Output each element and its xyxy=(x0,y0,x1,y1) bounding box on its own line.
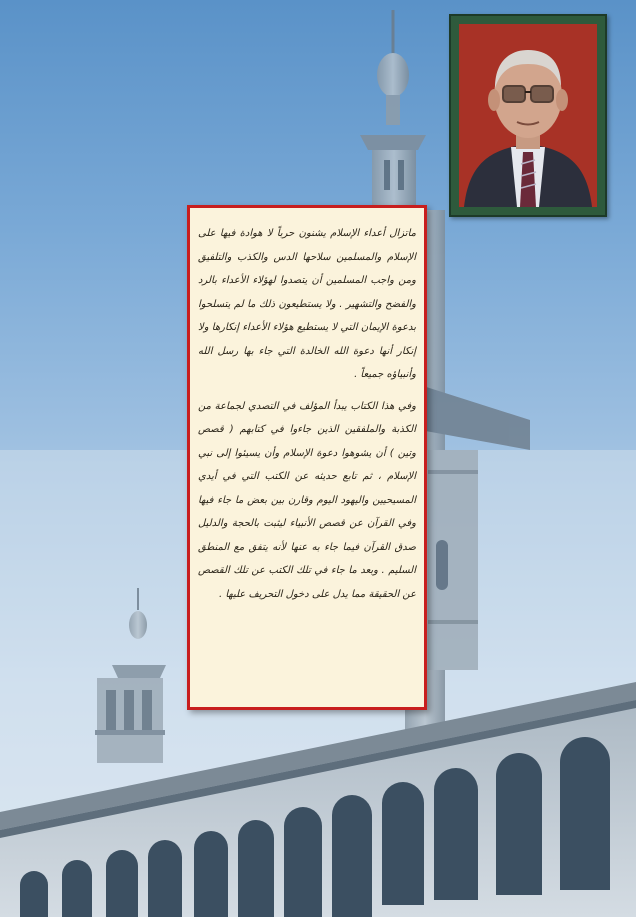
author-photo-icon xyxy=(459,24,597,207)
description-paragraph-2: وفي هذا الكتاب يبدأ المؤلف في التصدي لجماعة من الكذبة والملفقين الذين جاءوا في كتابهم ( قصص وتين ) أن يشوهوا دعوة الإسلام وأن يسيئوا إلى نبي الإسلام ، ثم تابع حديثه عن الكتب التي في أيدي المسيحيين واليهود اليوم وقارن بين بعض ما جاء فيها وفي القرآن عن قصص الأنبياء ليثبت بالحجة والدليل صدق القرآن فيما جاء به عنها لأنه يتفق مع المنطق السليم . وبعد ما جاء في تلك الكتب عن تلك القصص عن الحقيقة مما يدل على دخول التحريف عليها . xyxy=(198,400,416,600)
description-card xyxy=(187,205,427,710)
author-portrait xyxy=(459,24,597,207)
description-paragraph-1: ماتزال أعداء الإسلام يشنون حرباً لا هوادة فيها على الإسلام والمسلمين سلاحها الدس والكذب والتلفيق ومن واجب المسلمين أن يتصدوا لهؤلاء الأعداء بالرد والفضح والتشهير . ولا يستطيعون ذلك ما لم يتسلحوا بدعوة الإيمان التي لا يستطيع هؤلاء الأعداء إنكارها ولا إنكار أنها دعوة الله الخالدة التي جاء بها رسل الله وأنبياؤه جميعاً . xyxy=(198,228,416,380)
author-portrait-frame xyxy=(449,14,607,217)
